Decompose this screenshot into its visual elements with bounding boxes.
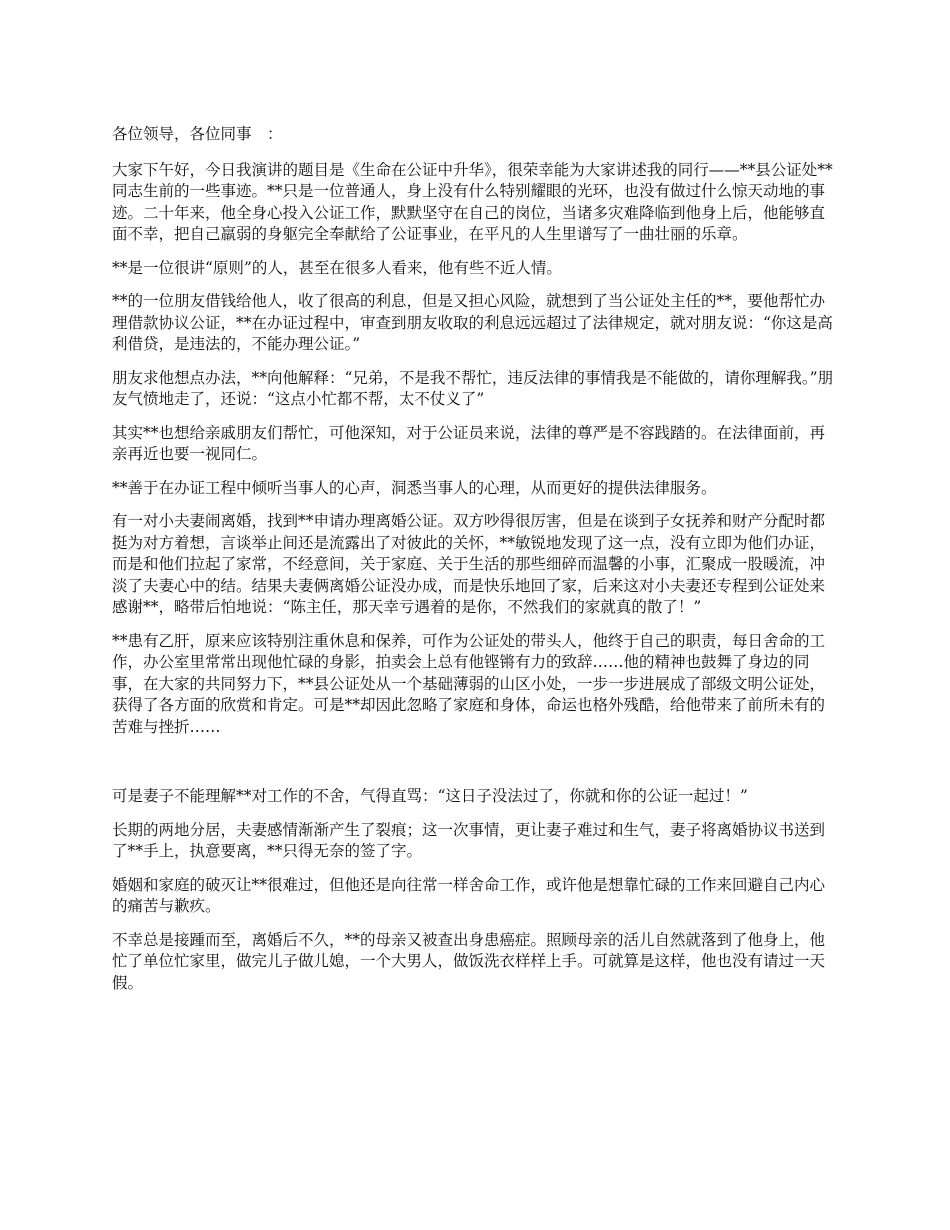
document-body bbox=[112, 124, 840, 1006]
paragraph-listening: **善于在办证工程中倾听当事人的心声，洞悉当事人的心理，从而更好的提供法律服务。 bbox=[112, 478, 717, 497]
paragraph-separation: 长期的两地分居，夫妻感情渐渐产生了裂痕；这一次事情，更让妻子难过和生气，妻子将离婚协议书送到了**手上，执意要离，**只得无奈的签了字。 bbox=[112, 820, 826, 860]
paragraph-wife: 可是妻子不能理解**对工作的不舍，气得直骂：“这日子没法过了，你就和你的公证一起过！” bbox=[112, 787, 748, 805]
paragraph-friend-reply: 朋友求他想点办法，**向他解释：“兄弟，不是我不帮忙，违反法律的事情我是不能做的，请你理解我。”朋友气愤地走了，还说：“这点小忙都不帮，太不仗义了” bbox=[112, 368, 834, 408]
greeting: 各位领导，各位同事 ： bbox=[112, 125, 283, 143]
paragraph-law-dignity: 其实**也想给亲戚朋友们帮忙，可他深知，对于公证员来说，法律的尊严是不容践踏的。在法律面前，再亲再近也要一视同仁。 bbox=[112, 423, 826, 463]
paragraph-couple: 有一对小夫妻闹离婚，找到**申请办理离婚公证。双方吵得很厉害，但是在谈到子女抚养和财产分配时都挺为对方着想，言谈举止间还是流露出了对彼此的关怀，**敏锐地发现了这一点，没有立即为他们办证，而是和他们拉起了家常，不经意间，关于家庭、关于生活的那些细碎而温馨的小事，汇聚成一股暖流，冲淡了夫妻心中的结。结果夫妻俩离婚公证没办成，而是快乐地回了家，后来这对小夫妻还专程到公证处来感谢**，略带后怕地说：“陈主任，那天幸亏遇着的是你，不然我们的家就真的散了！” bbox=[112, 512, 826, 616]
paragraph-intro: 大家下午好，今日我演讲的题目是《生命在公证中升华》，很荣幸能为大家讲述我的同行——**县公证处**同志生前的一些事迹。**只是一位普通人，身上没有什么特别耀眼的光环，也没有做过什么惊天动地的事迹。二十年来，他全身心投入公证工作，默默坚守在自己的岗位，当诸多灾难降临到他身上后，他能够直面不幸，把自己羸弱的身躯完全奉献给了公证事业，在平凡的人生里谱写了一曲壮丽的乐章。 bbox=[112, 160, 833, 243]
paragraph-friend-loan: **的一位朋友借钱给他人，收了很高的利息，但是又担心风险，就想到了当公证处主任的**，要他帮忙办理借款协议公证，**在办证过程中，审查到朋友收取的利息远远超过了法律规定，就对朋友说：“你这是高利借贷，是违法的，不能办理公证。” bbox=[112, 292, 833, 353]
paragraph-marriage-breakdown: 婚姻和家庭的破灭让**很难过，但他还是向往常一样舍命工作，或许他是想靠忙碌的工作来回避自己内心的痛苦与歉疚。 bbox=[112, 875, 826, 915]
paragraph-mother: 不幸总是接踵而至，离婚后不久，**的母亲又被查出身患癌症。照顾母亲的活儿自然就落到了他身上，他忙了单位忙家里，做完儿子做儿媳，一个大男人，做饭洗衣样样上手。可就算是这样，他也没有请过一天假。 bbox=[112, 930, 826, 992]
paragraph-principle: **是一位很讲“原则”的人，甚至在很多人看来，他有些不近人情。 bbox=[112, 258, 562, 277]
section-gap bbox=[112, 750, 840, 786]
paragraph-illness: **患有乙肝，原来应该特别注重休息和保养，可作为公证处的带头人，他终于自己的职责，每日舍命的工作，办公室里常常出现他忙碌的身影，拍卖会上总有他铿锵有力的致辞……他的精神也鼓舞了身边的同事，在大家的共同努力下，**县公证处从一个基础薄弱的山区小处，一步一步进展成了部级文明公证处，获得了各方面的欣赏和肯定。可是**却因此忽略了家庭和身体，命运也格外残酷，给他带来了前所未有的苦难与挫折…… bbox=[112, 631, 826, 736]
